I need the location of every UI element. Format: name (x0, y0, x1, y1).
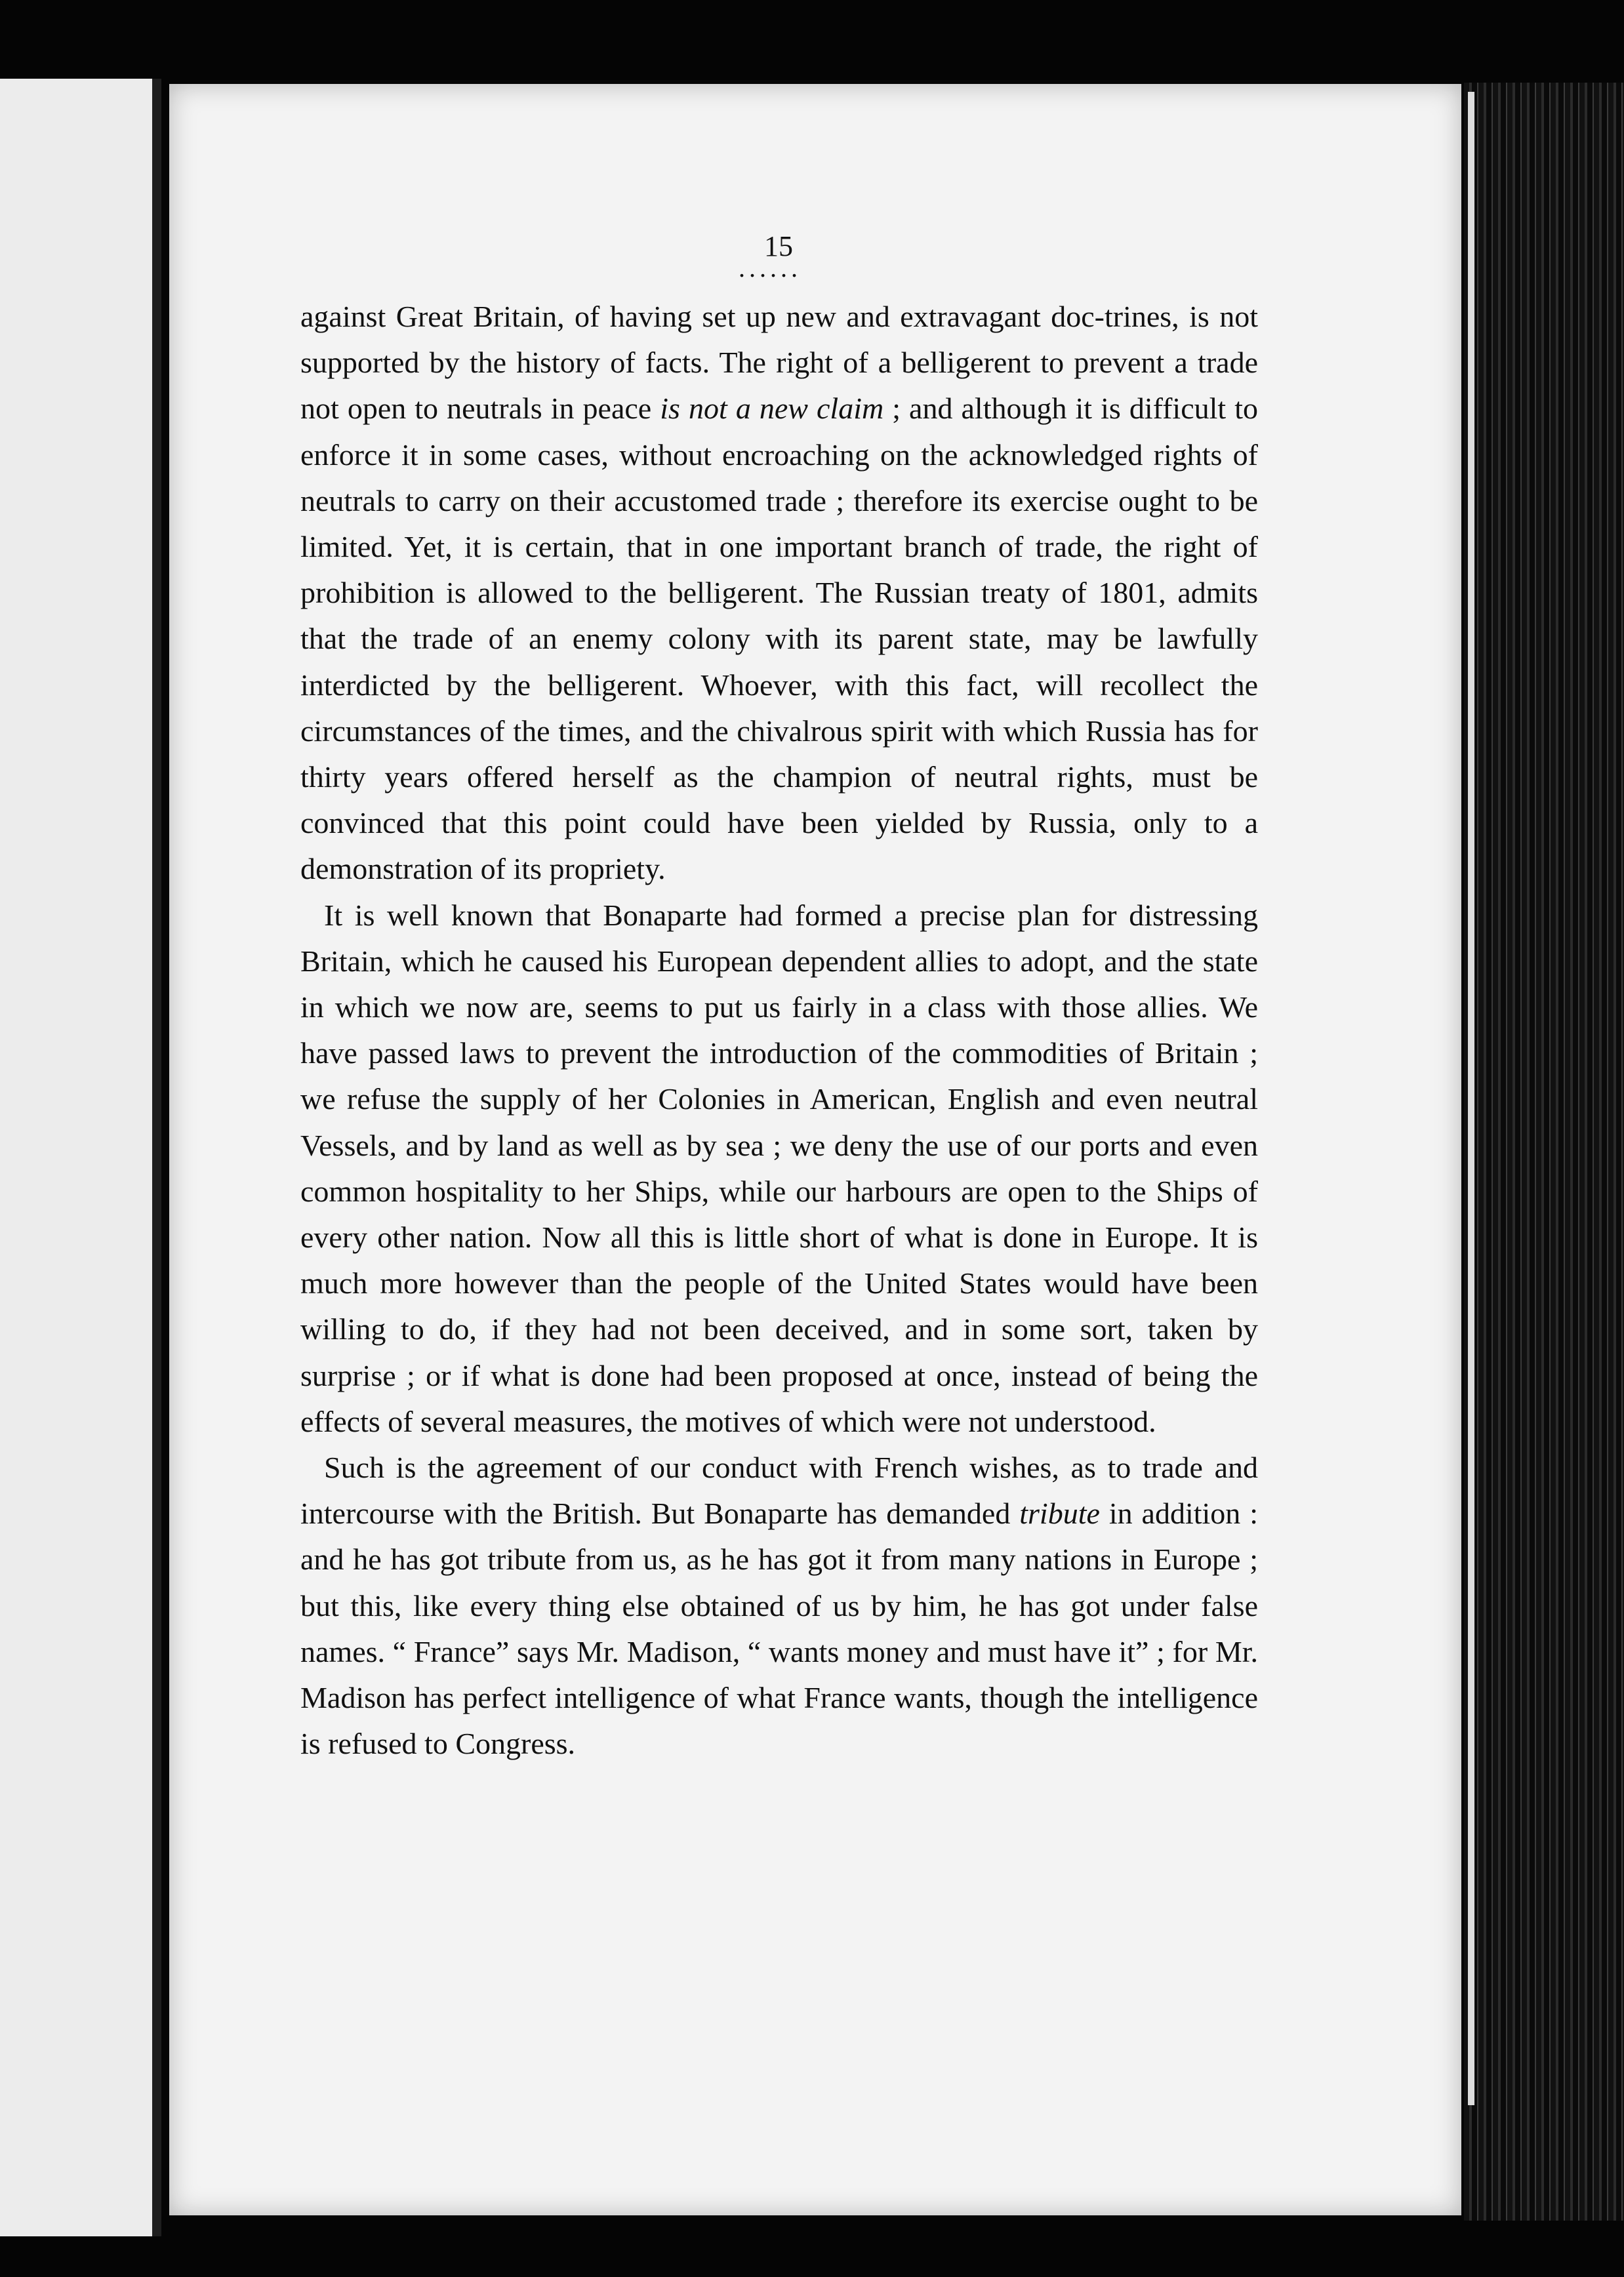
paragraph-2-segment-1: It is well known that Bonaparte had formed a precise plan for distressing Britain, which he caused his European dependent allies to adopt, and the state in which we now are, seems to put us fairly in a class with those allies. We have passed laws to prevent the introduction of the commodities of Britain ; we refuse the supply of her Colonies in American, English and even neutral Vessels, and by land as well as by sea ; we deny the use of our ports and even common hospitality to her Ships, while our harbours are open to the Ships of every other nation. Now all this is little short of what is done in Europe. It is much more however than the people of the United States would have been willing to do, if they had not been deceived, and in some sort, taken by surprise ; or if what is done had been proposed at once, instead of being the effects of several measures, the motives of which were not understood. (300, 898, 1258, 1438)
right-page-edges (1464, 83, 1624, 2221)
page-border-line (1468, 92, 1474, 2105)
paragraph-3 (300, 1445, 1258, 1767)
paragraph-3-segment-3: in addition : and he has got tribute from us, as he has got it from many nations in Europe ; but this, like every thing else obtained of us by him, he has got under false names. “ France” says Mr. Madison, “ wants money and must have it” ; for Mr. Madison has perfect intelligence of what France wants, though the intelligence is refused to Congress. (300, 1497, 1258, 1761)
paragraph-1-segment-3: ; and although it is difficult to enforce it in some cases, without encroaching on the acknowledged rights of neutrals to carry on their accustomed trade ; therefore its exercise ought to be limited. Yet, it is certain, that in one important branch of trade, the right of prohibition is allowed to the belligerent. The Russian treaty of 1801, admits that the trade of an enemy colony with its parent state, may be lawfully interdicted by the belligerent. Whoever, with this fact, will recollect the circumstances of the times, and the chivalrous spirit with which Russia has for thirty years offered herself as the champion of neutral rights, must be convinced that this point could have been yielded by Russia, only to a demonstration of its propriety. (300, 392, 1259, 886)
page-ornament: ...... (739, 253, 802, 283)
paragraph-2 (300, 893, 1258, 1445)
paragraph-1-segment-1: against Great Britain, of having set up new and extravagant doc-trines, is not supported by the history of facts. The right of a belligerent to prevent a trade not open to neutrals in peace (300, 300, 1258, 426)
paragraph-1-italic-segment: is not a new claim (660, 392, 884, 426)
paragraph-3-italic-segment: tribute (1019, 1497, 1100, 1531)
paragraph-3-segment-1: Such is the agreement of our conduct with French wishes, as to trade and intercourse with the British. But Bonaparte has demanded (300, 1451, 1258, 1531)
page-number: 15 (764, 230, 793, 262)
paragraph-1 (300, 294, 1258, 893)
left-page-edge (0, 79, 161, 2236)
main-text (300, 294, 1258, 1767)
